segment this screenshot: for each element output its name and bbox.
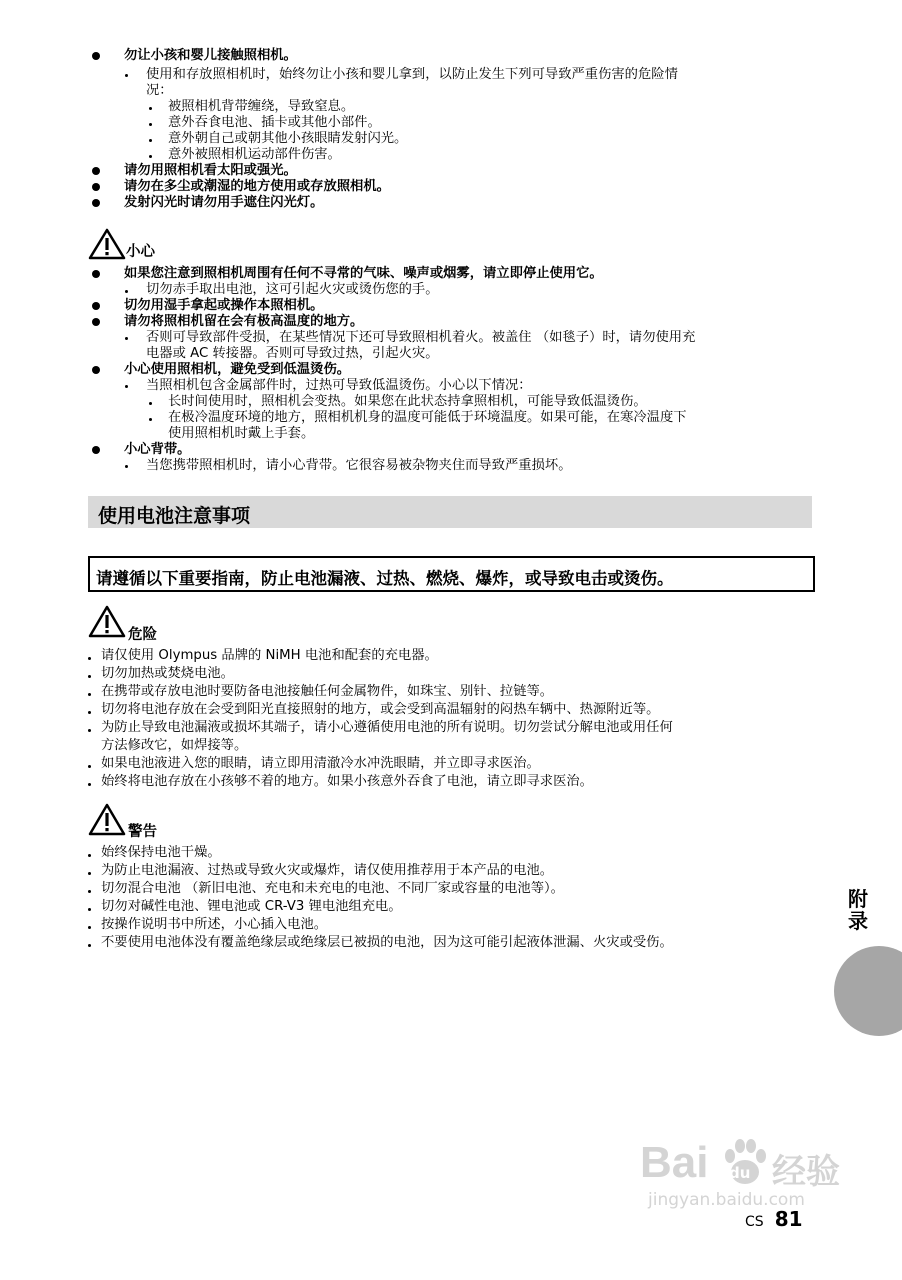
warning-heading: 警告 — [128, 824, 157, 840]
bullet — [88, 783, 91, 786]
list-text: 使用照相机时戴上手套。 — [168, 426, 315, 441]
list-item: 切勿混合电池 （新旧电池、充电和未充电的电池、不同厂家或容量的电池等）。 — [101, 881, 564, 896]
list-text: 电器或 AC 转接器。否则可导致过热，引起火灾。 — [146, 346, 439, 361]
page-lang-code: CS — [745, 1214, 764, 1230]
list-item: 意外吞食电池、插卡或其他小部件。 — [168, 115, 381, 130]
sub-bullet — [125, 385, 128, 388]
bullet — [88, 711, 91, 714]
watermark-brand: Bai — [640, 1138, 709, 1187]
sub-bullet — [125, 290, 128, 293]
warning-triangle-icon — [88, 228, 126, 260]
list-item: 长时间使用时，照相机会变热。如果您在此状态持拿照相机，可能导致低温烫伤。 — [168, 394, 647, 409]
watermark-url: jingyan.baidu.com — [648, 1190, 805, 1210]
caution-heading: 小心 — [126, 244, 155, 260]
watermark-suffix: 经验 — [772, 1152, 840, 1192]
list-item: 切勿对碱性电池、锂电池或 CR-V3 锂电池组充电。 — [101, 899, 402, 914]
list-item: 如果电池液进入您的眼睛，请立即用清澈冷水冲洗眼睛，并立即寻求医治。 — [101, 756, 540, 771]
sub-bullet — [149, 418, 152, 421]
warning-triangle-icon — [88, 605, 126, 638]
bullet — [88, 657, 91, 660]
list-item: 发射闪光时请勿用手遮住闪光灯。 — [124, 195, 324, 210]
list-item: 不要使用电池体没有覆盖绝缘层或绝缘层已被损的电池，因为这可能引起液体泄漏、火灾或受伤。 — [101, 935, 673, 950]
list-item: 始终将电池存放在小孩够不着的地方。如果小孩意外吞食了电池，请立即寻求医治。 — [101, 774, 593, 789]
list-item: 在携带或存放电池时要防备电池接触任何金属物件，如珠宝、别针、拉链等。 — [101, 684, 554, 699]
sub-bullet — [125, 74, 128, 77]
bullet — [92, 446, 100, 454]
watermark-paw-text: du — [729, 1164, 751, 1182]
list-text: 方法修改它，如焊接等。 — [101, 738, 248, 753]
list-item: 被照相机背带缠绕，导致窒息。 — [168, 99, 355, 114]
list-text: 否则可导致部件受损，在某些情况下还可导致照相机着火。被盖住 （如毯子）时，请勿使用充 — [146, 330, 696, 345]
list-item: 请勿将照相机留在会有极高温度的地方。 — [124, 314, 364, 329]
sub-bullet — [149, 123, 152, 126]
list-text: 当照相机包含金属部件时，过热可导致低温烫伤。小心以下情况： — [146, 378, 532, 393]
list-item: 按操作说明书中所述，小心插入电池。 — [101, 917, 328, 932]
bullet — [92, 302, 100, 310]
bullet — [88, 854, 91, 857]
list-item: 如果您注意到照相机周围有任何不寻常的气味、噪声或烟雾，请立即停止使用它。 — [124, 266, 603, 281]
bullet — [88, 872, 91, 875]
bullet — [88, 765, 91, 768]
side-tab — [834, 946, 902, 1036]
list-item: 在极冷温度环境的地方，照相机机身的温度可能低于环境温度。如果可能，在寒冷温度下 — [168, 410, 687, 425]
danger-heading: 危险 — [128, 627, 157, 643]
sub-bullet — [125, 465, 128, 468]
bullet — [92, 183, 100, 191]
list-text: 使用和存放照相机时，始终勿让小孩和婴儿拿到，以防止发生下列可导致严重伤害的危险情 — [146, 67, 678, 82]
bullet — [88, 729, 91, 732]
list-item: 请仅使用 Olympus 品牌的 NiMH 电池和配套的充电器。 — [101, 648, 438, 663]
list-item: 切勿将电池存放在会受到阳光直接照射的地方，或会受到高温辐射的闷热车辆中、热源附近等。 — [101, 702, 660, 717]
bullet — [88, 890, 91, 893]
page-number: 81 — [774, 1207, 803, 1231]
list-item: 意外朝自己或朝其他小孩眼睛发射闪光。 — [168, 131, 408, 146]
sub-bullet — [149, 139, 152, 142]
bullet — [92, 366, 100, 374]
warning-triangle-icon — [88, 803, 126, 836]
list-text: 当您携带照相机时，请小心背带。它很容易被杂物夹住而导致严重损坏。 — [146, 458, 572, 473]
sub-bullet — [149, 155, 152, 158]
bullet — [92, 167, 100, 175]
bullet — [92, 52, 100, 60]
section-header — [88, 496, 812, 528]
list-item: 切勿加热或焚烧电池。 — [101, 666, 234, 681]
sub-bullet — [125, 337, 128, 340]
bullet — [92, 318, 100, 326]
bullet — [88, 944, 91, 947]
section-title: 使用电池注意事项 — [98, 505, 251, 527]
bullet — [88, 908, 91, 911]
notice-text: 请遵循以下重要指南，防止电池漏液、过热、燃烧、爆炸，或导致电击或烫伤。 — [96, 569, 674, 588]
list-item: 请勿在多尘或潮湿的地方使用或存放照相机。 — [124, 179, 390, 194]
list-item: 小心使用照相机，避免受到低温烫伤。 — [124, 362, 351, 377]
list-item: 请勿用照相机看太阳或强光。 — [124, 163, 297, 178]
notice-box — [88, 556, 815, 592]
list-item: 为防止导致电池漏液或损坏其端子，请小心遵循使用电池的所有说明。切勿尝试分解电池或用任何 — [101, 720, 673, 735]
list-item: 意外被照相机运动部件伤害。 — [168, 147, 341, 162]
bullet — [92, 199, 100, 207]
list-item: 切勿用湿手拿起或操作本照相机。 — [124, 298, 324, 313]
list-item: 小心背带。 — [124, 442, 191, 457]
list-text: 况： — [146, 83, 173, 98]
list-item: 为防止电池漏液、过热或导致火灾或爆炸，请仅使用推荐用于本产品的电池。 — [101, 863, 554, 878]
bullet — [92, 270, 100, 278]
sub-bullet — [149, 107, 152, 110]
list-item: 勿让小孩和婴儿接触照相机。 — [124, 48, 297, 63]
sub-bullet — [149, 402, 152, 405]
list-item: 始终保持电池干燥。 — [101, 845, 221, 860]
page-footer — [745, 1207, 803, 1231]
bullet — [88, 926, 91, 929]
side-tab-label: 附录 — [848, 887, 868, 933]
bullet — [88, 675, 91, 678]
list-text: 切勿赤手取出电池，这可引起火灾或烫伤您的手。 — [146, 282, 439, 297]
bullet — [88, 693, 91, 696]
